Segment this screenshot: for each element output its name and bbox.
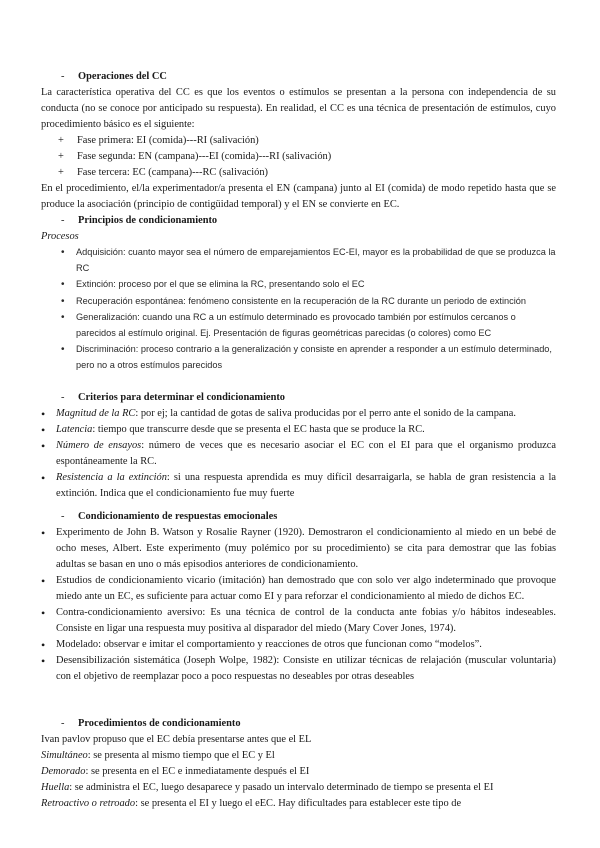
section-principios [41,213,556,374]
section-heading: - Criterios para determinar el condicionamiento [61,392,286,403]
section-procedimientos [41,716,556,812]
section-heading: - Condicionamiento de respuestas emocionales [61,511,278,522]
list-item: + Fase primera: EI (comida)---RI (salivación) [58,135,259,146]
procedure-line: Demorado: se presenta en el EC e inmediatamente después el EI [41,766,310,777]
list-item: • Estudios de condicionamiento vicario (imitación) han demostrado que con solo ver algo indeterminado que provoque miedo ante un EC, es suficiente para actuar como EI y para reforzar el condicionamiento al miedo de dichos EC. [41,574,556,602]
criteria-list [41,406,556,502]
list-item: + Fase tercera: EC (campana)---RC (salivación) [58,167,268,178]
list-item: • Latencia: tiempo que transcurre desde que se presenta el EC hasta que se produce la RC. [41,423,425,437]
list-item: • Contra-condicionamiento aversivo: Es una técnica de control de la conducta ante fobias y/o hábitos indeseables. Consiste en ligar una respuesta muy positiva al disparador del miedo (Mary Cover Jones, 1974). [41,606,556,634]
section-heading: - Operaciones del CC [61,71,167,82]
list-item: + Fase segunda: EN (campana)---EI (comida)---RI (salivación) [58,151,332,162]
phase-list [41,133,556,181]
emotional-list [41,525,556,685]
paragraph: La característica operativa del CC es que los eventos o estímulos se presentan a la persona con independencia de su conducta (no se conoce por anticipado su respuesta). En realidad, el CC es una técnica de presentación de estímulos, cuyo procedimiento básico es el siguiente: [41,87,556,130]
section-emocionales [41,509,556,685]
procedure-line: Retroactivo o retroado: se presenta el EI y luego el eEC. Hay dificultades para establecer este tipo de [41,798,462,809]
list-item: • Discriminación: proceso contrario a la generalización y consiste en aprender a responder a un estímulo determinado, pero no a otros estímulos parecidos [61,344,552,370]
list-item: • Recuperación espontánea: fenómeno consistente en la recuperación de la RC durante un periodo de extinción [61,295,526,307]
list-item: • Número de ensayos: número de veces que es necesario asociar el EC con el EI para que el organismo produzca espontáneamente la RC. [41,439,556,467]
section-heading: - Procedimientos de condicionamiento [61,718,241,729]
list-item: • Generalización: cuando una RC a un estímulo determinado es provocado también por estímulos cercanos o parecidos al estímulo original. Ej. Presentación de figuras geométricas parecidas (o colores) como EC [61,312,516,338]
process-list [41,245,556,373]
list-item: • Adquisición: cuanto mayor sea el número de emparejamientos EC-EI, mayor es la probabilidad de que se produzca la RC [61,247,556,273]
list-item: • Desensibilización sistemática (Joseph Wolpe, 1982): Consiste en utilizar técnicas de relajación (muscular voluntaria) con el objetivo de reemplazar poco a poco respuestas no deseables por otras deseables [41,654,556,682]
section-operaciones [41,69,556,213]
subheading: Procesos [41,231,79,242]
paragraph: Ivan pavlov propuso que el EC debía presentarse antes que el EL [41,734,312,745]
list-item: • Resistencia a la extinción: si una respuesta aprendida es muy difícil desarraigarla, se habla de gran resistencia a la extinción. Indica que el condicionamiento fue muy fuerte [41,471,556,499]
procedure-line: Huella: se administra el EC, luego desaparece y pasado un intervalo determinado de tiempo se presenta el EI [41,782,494,793]
list-item: • Extinción: proceso por el que se elimina la RC, presentando solo el EC [61,279,365,290]
procedure-line: Simultáneo: se presenta al mismo tiempo que el EC y El [41,750,275,761]
list-item: • Experimento de John B. Watson y Rosalie Rayner (1920). Demostraron el condicionamiento al miedo en un bebé de ocho meses, Albert. Este experimento (muy polémico por su procedimiento) se cita para demostrar que las fobias adultas se basan en uno o más episodios anteriores de condicionamiento. [41,526,556,570]
paragraph: En el procedimiento, el/la experimentador/a presenta el EN (campana) junto al EI (comida) de modo repetido hasta que se produce la asociación (principio de contigüidad temporal) y el EN se convierte en EC. [41,183,556,210]
section-heading: - Principios de condicionamiento [61,215,218,226]
section-criterios [41,390,556,502]
list-item: • Magnitud de la RC: por ej; la cantidad de gotas de saliva producidas por el perro ante el sonido de la campana. [41,407,516,421]
list-item: • Modelado: observar e imitar el comportamiento y reacciones de otros que funcionan como “modelos”. [41,638,482,652]
